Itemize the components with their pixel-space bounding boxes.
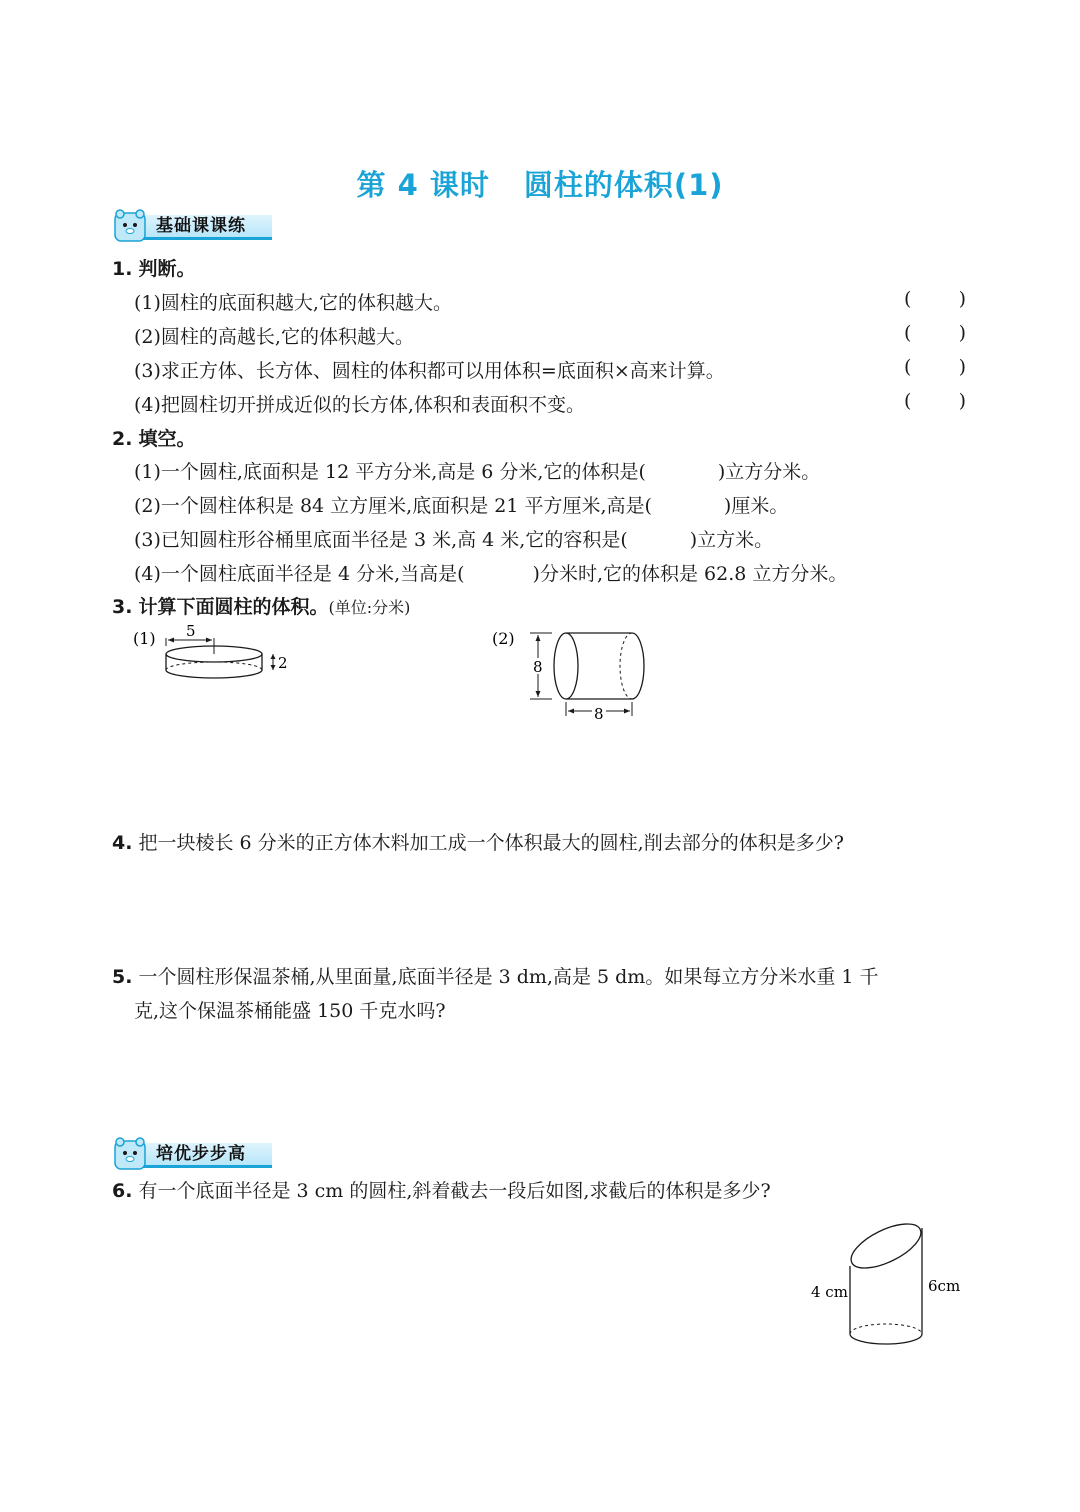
short-height-label: 4 cm [811, 1283, 848, 1301]
cut-cylinder-diagram [800, 1206, 980, 1356]
q1-item-1: (1)圆柱的底面积越大,它的体积越大。 [134, 292, 452, 314]
q1-item-2: (2)圆柱的高越长,它的体积越大。 [134, 326, 414, 348]
q2-heading: 2. 填空。 [112, 428, 196, 450]
answer-bracket-1[interactable]: ( ) [904, 288, 966, 310]
q3-heading: 3. 计算下面圆柱的体积。(单位:分米) [112, 596, 411, 618]
q4-question: 4. 把一块棱长 6 分米的正方体木料加工成一个体积最大的圆柱,削去部分的体积是多少? [112, 832, 844, 854]
q2-item-4: (4)一个圆柱底面半径是 4 分米,当高是( )分米时,它的体积是 62.8 立方分米。 [134, 563, 848, 585]
fig2-label: (2) [492, 629, 515, 648]
q1-heading: 1. 判断。 [112, 258, 196, 280]
q6-figure [800, 1206, 980, 1356]
q2-item-2: (2)一个圆柱体积是 84 立方厘米,底面积是 21 平方厘米,高是( )厘米。 [134, 495, 789, 517]
fig1-radius-label: 5 [186, 624, 196, 640]
section-label-advanced: 培优步步高 [156, 1144, 246, 1164]
answer-bracket-3[interactable]: ( ) [904, 356, 966, 378]
lesson-number: 第 4 课时 [356, 168, 490, 202]
section-banner-basic [112, 208, 274, 242]
q2-item-3: (3)已知圆柱形谷桶里底面半径是 3 米,高 4 米,它的容积是( )立方米。 [134, 529, 774, 551]
fig1-label: (1) [133, 629, 156, 648]
q5-question: 5. 一个圆柱形保温茶桶,从里面量,底面半径是 3 dm,高是 5 dm。如果每立方分米水重 1 千 克,这个保温茶桶能盛 150 千克水吗? [112, 966, 879, 1022]
q1-item-4: (4)把圆柱切开拼成近似的长方体,体积和表面积不变。 [134, 394, 585, 416]
section-banner-advanced [112, 1136, 274, 1170]
flat-cylinder-diagram [130, 624, 310, 694]
section-label-basic: 基础课课练 [156, 216, 246, 236]
lesson-topic: 圆柱的体积(1) [523, 168, 724, 202]
bear-mascot-icon [112, 208, 152, 242]
horizontal-cylinder-diagram [490, 624, 660, 724]
q3-figure-1 [130, 624, 310, 694]
fig2-diameter-label: 8 [533, 658, 543, 676]
q6-question: 6. 有一个底面半径是 3 cm 的圆柱,斜着截去一段后如图,求截后的体积是多少? [112, 1180, 771, 1202]
tall-height-label: 6cm [928, 1277, 961, 1295]
q1-item-3: (3)求正方体、长方体、圆柱的体积都可以用体积=底面积×高来计算。 [134, 360, 725, 382]
answer-bracket-4[interactable]: ( ) [904, 390, 966, 412]
fig2-length-label: 8 [594, 705, 604, 723]
answer-bracket-2[interactable]: ( ) [904, 322, 966, 344]
bear-mascot-icon [112, 1136, 152, 1170]
page-title [0, 163, 1080, 204]
fig1-height-label: 2 [278, 654, 288, 672]
q3-figure-2 [490, 624, 660, 724]
q2-item-1: (1)一个圆柱,底面积是 12 平方分米,高是 6 分米,它的体积是( )立方分米。 [134, 461, 821, 483]
